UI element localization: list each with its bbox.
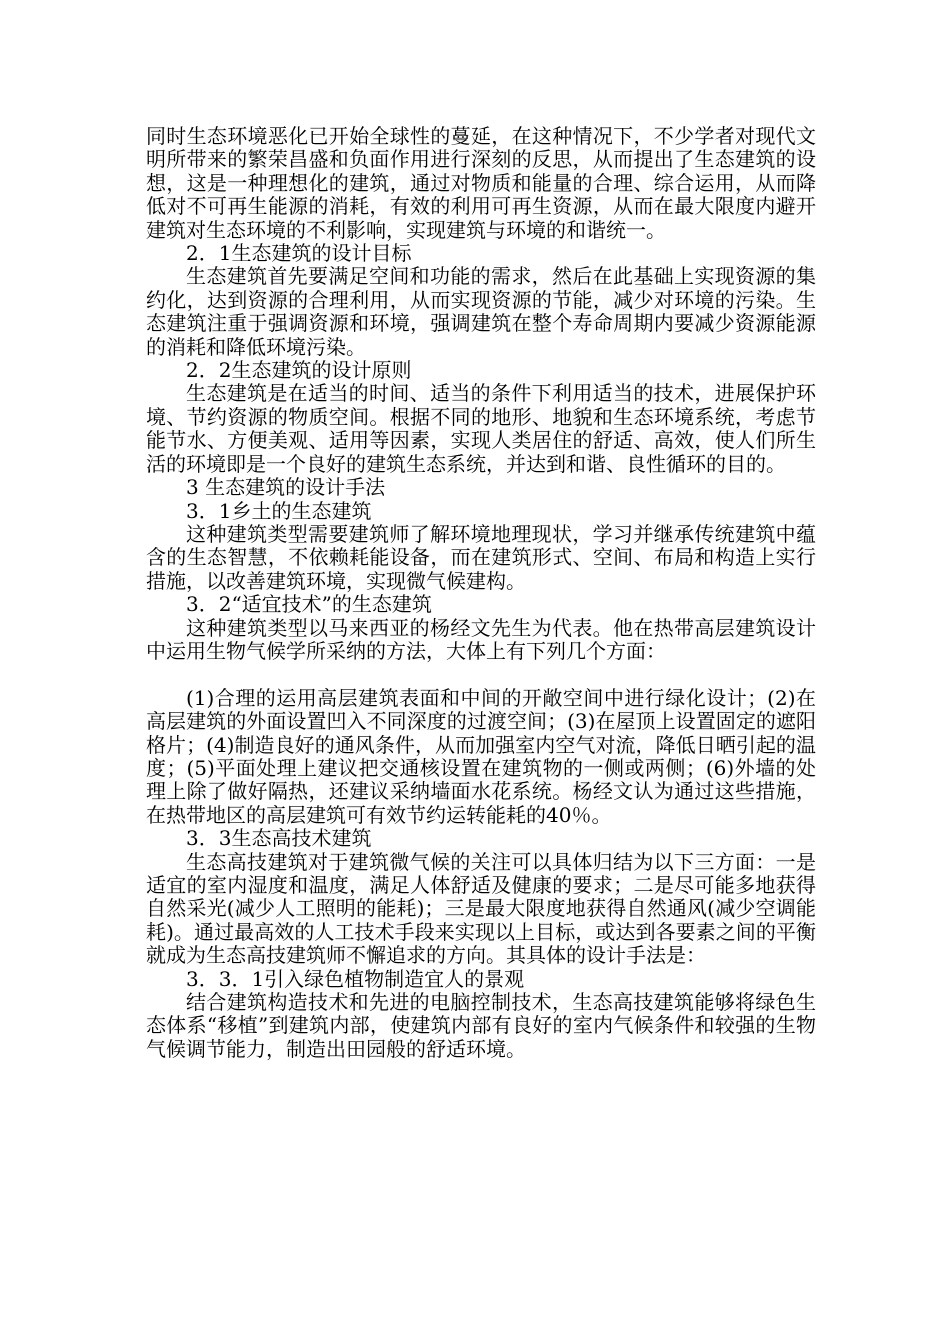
paragraph-3-3-1: 结合建筑构造技术和先进的电脑控制技术，生态高技建筑能够将绿色生态体系“移植”到建筑内部，使建筑内部有良好的室内气候条件和较强的生物气候调节能力，制造出田园般的舒适环境。 xyxy=(146,990,816,1061)
heading-2-1: 2．1生态建筑的设计目标 xyxy=(186,241,412,266)
paragraph-intro: 同时生态环境恶化已开始全球性的蔓延，在这种情况下，不少学者对现代文明所带来的繁荣昌盛和负面作用进行深刻的反思，从而提出了生态建筑的设想，这是一种理想化的建筑，通过对物质和能量的合理、综合运用，从而降低对不可再生能源的消耗，有效的利用可再生资源，从而在最大限度内避开建筑对生态环境的不利影响，实现建筑与环境的和谐统一。 xyxy=(146,124,816,242)
paragraph-2-1: 生态建筑首先要满足空间和功能的需求，然后在此基础上实现资源的集约化，达到资源的合理利用，从而实现资源的节能，减少对环境的污染。生态建筑注重于强调资源和环境，强调建筑在整个寿命周期内要减少资源能源的消耗和降低环境污染。 xyxy=(146,264,816,359)
heading-3-2: 3．2“适宜技术”的生态建筑 xyxy=(186,592,432,617)
heading-2-2: 2．2生态建筑的设计原则 xyxy=(186,358,412,383)
document-page xyxy=(146,125,816,1061)
paragraph-2-2: 生态建筑是在适当的时间、适当的条件下利用适当的技术，进展保护环境、节约资源的物质空间。根据不同的地形、地貌和生态环境系统，考虑节能节水、方便美观、适用等因素，实现人类居住的舒适、高效，使人们所生活的环境即是一个良好的建筑生态系统，并达到和谐、良性循环的目的。 xyxy=(146,381,816,476)
paragraph-3-2: 这种建筑类型以马来西亚的杨经文先生为代表。他在热带高层建筑设计中运用生物气候学所采纳的方法，大体上有下列几个方面： xyxy=(146,615,816,663)
heading-3-1: 3．1乡土的生态建筑 xyxy=(186,498,372,523)
heading-3-3: 3．3生态高技术建筑 xyxy=(186,826,372,851)
paragraph-3-1: 这种建筑类型需要建筑师了解环境地理现状，学习并继承传统建筑中蕴含的生态智慧，不依赖耗能设备，而在建筑形式、空间、布局和构造上实行措施，以改善建筑环境，实现微气候建构。 xyxy=(146,521,816,593)
heading-3: 3 生态建筑的设计手法 xyxy=(186,475,386,500)
paragraph-3-2-list: (1)合理的运用高层建筑表面和中间的开敞空间中进行绿化设计；(2)在高层建筑的外面设置凹入不同深度的过渡空间；(3)在屋顶上设置固定的遮阳格片；(4)制造良好的通风条件，从而加强室内空气对流，降低日晒引起的温度；(5)平面处理上建议把交通核设置在建筑物的一侧或两侧；(6)外墙的处理上除了做好隔热，还建议采纳墙面水花系统。杨经文认为通过这些措施，在热带地区的高层建筑可有效节约运转能耗的40％。 xyxy=(146,685,816,827)
paragraph-3-3: 生态高技建筑对于建筑微气候的关注可以具体归结为以下三方面：一是适宜的室内湿度和温度，满足人体舒适及健康的要求；二是尽可能多地获得自然采光(减少人工照明的能耗)；三是最大限度地获得自然通风(减少空调能耗)。通过最高效的人工技术手段来实现以上目标，或达到各要素之间的平衡就成为生态高技建筑师不懈追求的方向。其具体的设计手法是： xyxy=(146,849,816,968)
blank-line xyxy=(146,663,816,686)
heading-3-3-1: 3．3．1引入绿色植物制造宜人的景观 xyxy=(186,966,525,991)
